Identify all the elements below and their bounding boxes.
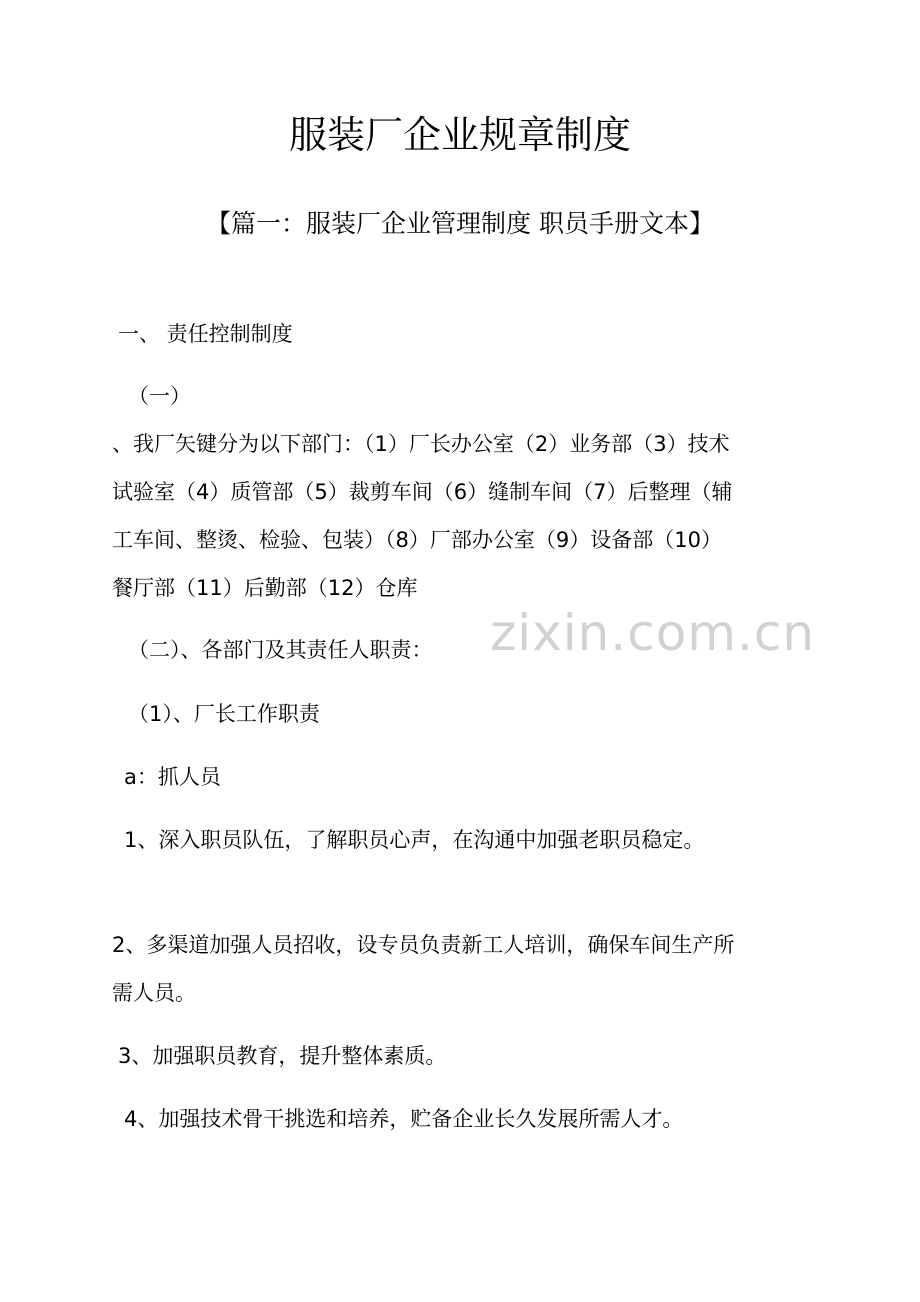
duty-item: 4、加强技术骨干挑选和培养，贮备企业长久发展所需人才。 [124, 1107, 684, 1131]
document-title: 服装厂企业规章制度 [288, 113, 631, 157]
departments-line-2: 试验室（4）质管部（5）裁剪车间（6）缝制车间（7）后整理（辅 [112, 480, 733, 504]
departments-line-4: 餐厅部（11）后勤部（12）仓库 [112, 576, 418, 600]
departments-line-3: 工车间、整烫、检验、包装）（8）厂部办公室（9）设备部（10） [112, 528, 722, 552]
section-heading: 一、 责任控制制度 [118, 322, 293, 346]
subsection-label: （1）、厂长工作职责 [128, 702, 320, 726]
subsection-label: （二）、各部门及其责任人职责： [128, 638, 433, 662]
duty-item: 2、多渠道加强人员招收，设专员负责新工人培训，确保车间生产所 [112, 933, 735, 957]
duty-item: 3、加强职员教育，提升整体素质。 [118, 1044, 447, 1068]
subsection-label: （一） [128, 384, 191, 408]
document-subtitle: 【篇一：服装厂企业管理制度 职员手册文本】 [206, 209, 714, 238]
departments-line-1: 、我厂矢键分为以下部门：（1）厂长办公室（2）业务部（3）技术 [112, 432, 730, 456]
watermark: zixin.com.cn [490, 604, 816, 662]
item-label: a：抓人员 [124, 765, 221, 789]
duty-item: 1、深入职员队伍，了解职员心声，在沟通中加强老职员稳定。 [124, 828, 705, 852]
duty-item-continued: 需人员。 [112, 981, 196, 1005]
